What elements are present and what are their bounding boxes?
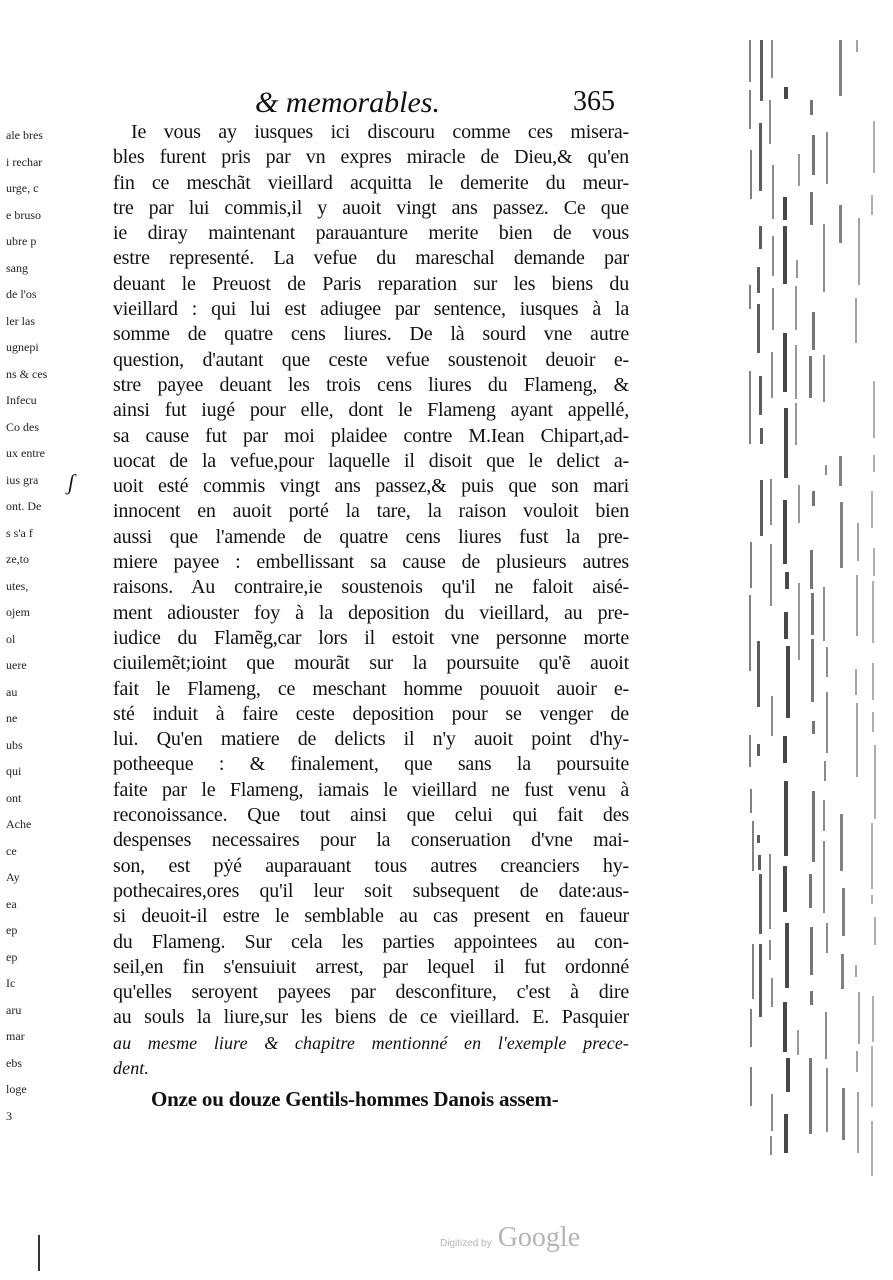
text-line: despenses necessaires pour la conseruation d'vne mai- [113,829,629,852]
edge-streak [771,696,773,736]
edge-streak [769,100,771,144]
text-line: au mesme liure & chapitre mentionné en l'exemple prece- [113,1032,629,1053]
left-fragment: ce [6,843,17,858]
text-line: question, d'autant que ceste vefue soustenoit deuoir e- [113,348,629,371]
edge-streak [783,197,787,220]
edge-streak [826,647,828,677]
binding-edge-shadow [743,40,893,1150]
edge-streak [825,1012,827,1059]
digitized-label: Digitized by [440,1238,492,1249]
edge-streak [770,544,772,606]
edge-streak [823,224,825,292]
edge-streak [857,1092,859,1153]
left-fragment: loge [6,1082,27,1096]
edge-streak [840,814,843,871]
edge-streak [874,917,876,945]
text-line: deuant le Preuost de Paris reparation sur les biens du [113,272,629,295]
text-line: sa cause fut par moi plaidee contre M.Iean Chipart,ad- [113,424,629,447]
edge-streak [749,90,751,129]
text-line: tre par lui commis,il y auoit vingt ans passez. Ce que [113,196,629,219]
edge-streak [750,542,752,588]
edge-streak [769,854,771,929]
left-fragment: urge, c [6,181,39,195]
text-line: Ie vous ay iusques ici discouru comme ces misera- [131,121,629,143]
edge-streak [798,485,800,523]
left-fragment: ale bres [6,128,43,142]
edge-streak [749,285,751,309]
edge-streak [873,121,875,173]
text-line: Onze ou douze Gentils-hommes Danois assem- [151,1087,559,1112]
edge-streak [855,669,857,695]
edge-streak [810,991,813,1005]
edge-streak [759,376,762,415]
text-line: uoit esté commis vingt ans passez,& puis que son mari [113,475,629,498]
edge-streak [795,403,797,445]
text-line: sté induit à faire ceste deposition pour se venger de [113,702,629,725]
edge-streak [812,491,815,506]
edge-streak [783,1002,787,1052]
edge-streak [810,550,813,589]
edge-streak [871,895,873,904]
edge-streak [770,1136,772,1155]
text-line: somme de quatre cens liures. De là sourd vne autre [113,323,629,346]
edge-streak [750,1067,752,1106]
edge-streak [784,408,788,478]
edge-streak [784,781,788,856]
left-fragment: ler las [6,313,35,328]
edge-streak [760,40,763,101]
text-line: miere payee : embellissant sa cause de plusieurs autres [113,551,629,574]
text-line: vieillard : qui lui est adiugee par sentence, iusques à la [113,298,629,321]
text-line: fait le Flameng, ce meschant homme pouuoit auoir e- [113,677,629,700]
edge-streak [812,721,815,734]
left-fragment: Infecu [6,393,37,407]
left-fragment: qui [6,764,22,778]
page-number: 365 [573,86,615,117]
edge-streak [759,944,762,1017]
edge-streak [750,789,752,813]
edge-streak [824,761,826,781]
edge-streak [872,712,874,732]
edge-streak [772,236,774,276]
left-fragment: Ay [6,870,20,884]
edge-streak [809,1058,812,1134]
left-fragment: ea [6,896,17,911]
text-line: du Flameng. Sur cela les parties appointees au con- [113,930,629,953]
left-fragment: i rechar [6,154,43,169]
edge-streak [858,992,860,1044]
edge-streak [811,593,814,635]
edge-streak [856,703,858,777]
edge-streak [785,923,789,988]
text-line: ment adiouster foy à la deposition du vieillard, au pre- [113,601,629,624]
edge-streak [785,572,789,589]
text-line: seil,en fin s'ensuiuit arrest, par lequel il fut ordonné [113,955,629,978]
left-fragment: uere [6,658,27,672]
left-fragment: au [6,684,18,699]
left-fragment: ubs [6,737,23,752]
edge-streak [797,1030,799,1055]
left-fragment: Ache [6,817,32,831]
edge-streak [783,866,787,912]
edge-streak [842,888,845,936]
edge-streak [810,100,813,115]
edge-streak [856,1051,858,1072]
edge-streak [839,205,842,243]
edge-streak [839,456,842,486]
edge-streak [795,345,797,399]
edge-streak [786,1058,790,1092]
edge-streak [749,595,751,671]
edge-streak [758,855,761,870]
edge-streak [809,874,812,908]
left-fragment: s s'a f [6,525,33,540]
edge-streak [783,226,787,284]
edge-streak [812,312,815,350]
edge-streak [784,87,788,99]
edge-streak [757,835,760,843]
edge-streak [840,502,843,568]
edge-streak [757,641,760,707]
edge-streak [873,548,875,576]
edge-streak [855,965,857,977]
edge-streak [839,40,842,96]
left-fragment: aru [6,1002,22,1017]
edge-streak [757,744,760,756]
edge-streak [810,927,813,975]
edge-streak [809,356,812,398]
text-line: estre representé. La vefue du mareschal demande par [113,247,629,270]
edge-streak [771,1094,773,1131]
edge-streak [752,821,754,871]
edge-streak [873,381,875,438]
edge-streak [770,479,772,525]
left-fragment: sang [6,260,28,275]
edge-streak [771,40,773,78]
edge-streak [823,800,825,831]
edge-streak [826,1068,828,1132]
text-line: bles furent pris par vn expres miracle de Dieu,& qu'en [113,146,629,169]
edge-streak [772,288,774,330]
left-fragment: ux entre [6,446,45,460]
text-line: ainsi fut iugé pour elle, dont le Flameng ayant appellé, [113,399,629,422]
text-line: au souls la liure,sur les biens de ce vieillard. E. Pasquier [113,1006,629,1029]
edge-streak [771,352,773,398]
edge-streak [871,491,873,528]
edge-streak [783,333,787,392]
edge-streak [823,587,825,641]
edge-streak [769,940,771,960]
text-line: innocent en auoit porté la tare, la raison vouloit bien [113,500,629,523]
left-fragment: ep [6,949,18,964]
edge-streak [795,286,797,330]
edge-streak [757,304,760,353]
left-fragment: utes, [6,578,29,593]
edge-streak [857,523,859,561]
left-fragment: ont. De [6,499,42,513]
edge-streak [810,192,813,225]
text-line: aussi que l'amende de quatre cens liures fust la pre- [113,525,629,548]
edge-streak [842,1088,845,1140]
edge-streak [872,581,874,643]
left-fragment: Ic [6,976,16,990]
left-edge-mark [38,1235,40,1271]
margin-mark: ʃ [68,470,75,495]
left-fragment: ze,to [6,552,29,566]
edge-streak [796,260,798,278]
edge-streak [873,455,875,472]
edge-streak [749,735,751,767]
edge-streak [872,663,874,700]
edge-streak [856,40,858,52]
text-line: uocat de la vefue,pour laquelle il disoit que le delict a- [113,449,629,472]
left-fragment: ont [6,790,22,805]
edge-streak [871,1046,873,1107]
edge-streak [871,823,873,889]
edge-streak [752,944,754,999]
text-line: dent. [113,1057,149,1078]
edge-streak [874,745,876,819]
running-title: & memorables. [255,86,440,119]
edge-streak [841,954,844,989]
left-fragment: ebs [6,1055,22,1070]
text-line: son, est pẏé auparauant tous autres creanciers hy- [113,854,629,877]
left-fragment: ugnepi [6,340,39,354]
digitized-watermark [440,1222,580,1254]
edge-streak [826,692,828,753]
left-fragment: ne [6,711,18,725]
edge-streak [811,639,814,702]
edge-streak [759,874,762,934]
text-line: faite par le Flameng, iamais le vieillard ne fust venu à [113,778,629,801]
edge-streak [772,165,774,219]
edge-streak [760,480,763,536]
text-line: raisons. Au contraire,ie soustenois qu'il ne faloit aisé- [113,576,629,599]
edge-streak [871,195,873,215]
text-line: pothecaires,ores qu'il leur soit subsequent de date:aus- [113,879,629,902]
edge-streak [759,123,762,191]
text-line: ciuilemẽt;ioint que mourãt sur la poursuite qu'ẽ auoit [113,652,629,675]
text-line: ie diray maintenant parauanture merite bien de vous [113,222,629,245]
left-fragment: ojem [6,605,30,619]
edge-streak [783,500,787,564]
edge-streak [825,465,827,475]
edge-streak [771,978,773,1007]
left-fragment: mar [6,1029,25,1043]
edge-streak [856,575,858,636]
left-fragment: ol [6,631,16,646]
edge-streak [823,355,825,402]
text-line: potheeque : & finalement, que sans la poursuite [113,753,629,776]
edge-streak [871,1121,873,1176]
main-text [113,120,629,1113]
edge-streak [783,736,787,763]
text-line: reconoissance. Que tout ainsi que celui qui fait des [113,804,629,827]
edge-streak [798,154,800,186]
edge-streak [784,1114,788,1153]
google-logo: Google [497,1222,581,1253]
edge-streak [812,791,815,862]
left-fragment: ius gra [6,472,39,487]
text-line: stre payee deuant les trois cens liures du Flameng, & [113,373,629,396]
page-header [255,86,615,122]
edge-streak [812,135,815,175]
edge-streak [786,646,790,718]
edge-streak [872,996,874,1042]
left-fragment: ep [6,923,18,937]
text-line: si deuoit-il estre le semblable au cas present en faueur [113,905,629,928]
edge-streak [757,267,760,293]
edge-streak [750,1009,752,1047]
edge-streak [750,150,752,199]
edge-streak [826,132,828,184]
left-fragment: e bruso [6,207,41,222]
left-fragment: ns & ces [6,366,48,381]
left-fragment: 3 [6,1108,12,1123]
text-line: iudice du Flamẽg,car lors il estoit vne personne morte [113,626,629,649]
edge-streak [823,841,825,913]
left-fragment: de l'os [6,287,37,301]
edge-streak [749,40,751,82]
text-line: qu'elles seroyent payees par desconfiture, c'est à dire [113,981,629,1004]
left-fragment: ubre p [6,234,37,248]
edge-streak [826,923,828,953]
edge-streak [759,226,762,249]
edge-streak [749,371,751,444]
text-line: lui. Qu'en matiere de delicts il n'y auoit point d'hy- [113,728,629,751]
edge-streak [798,583,800,660]
edge-streak [855,298,857,343]
text-line: fin ce meschãt vieillard acquitta le demerite du meur- [113,171,629,194]
edge-streak [784,612,788,639]
edge-streak [858,218,860,285]
left-fragment: Co des [6,419,39,434]
edge-streak [760,428,763,444]
